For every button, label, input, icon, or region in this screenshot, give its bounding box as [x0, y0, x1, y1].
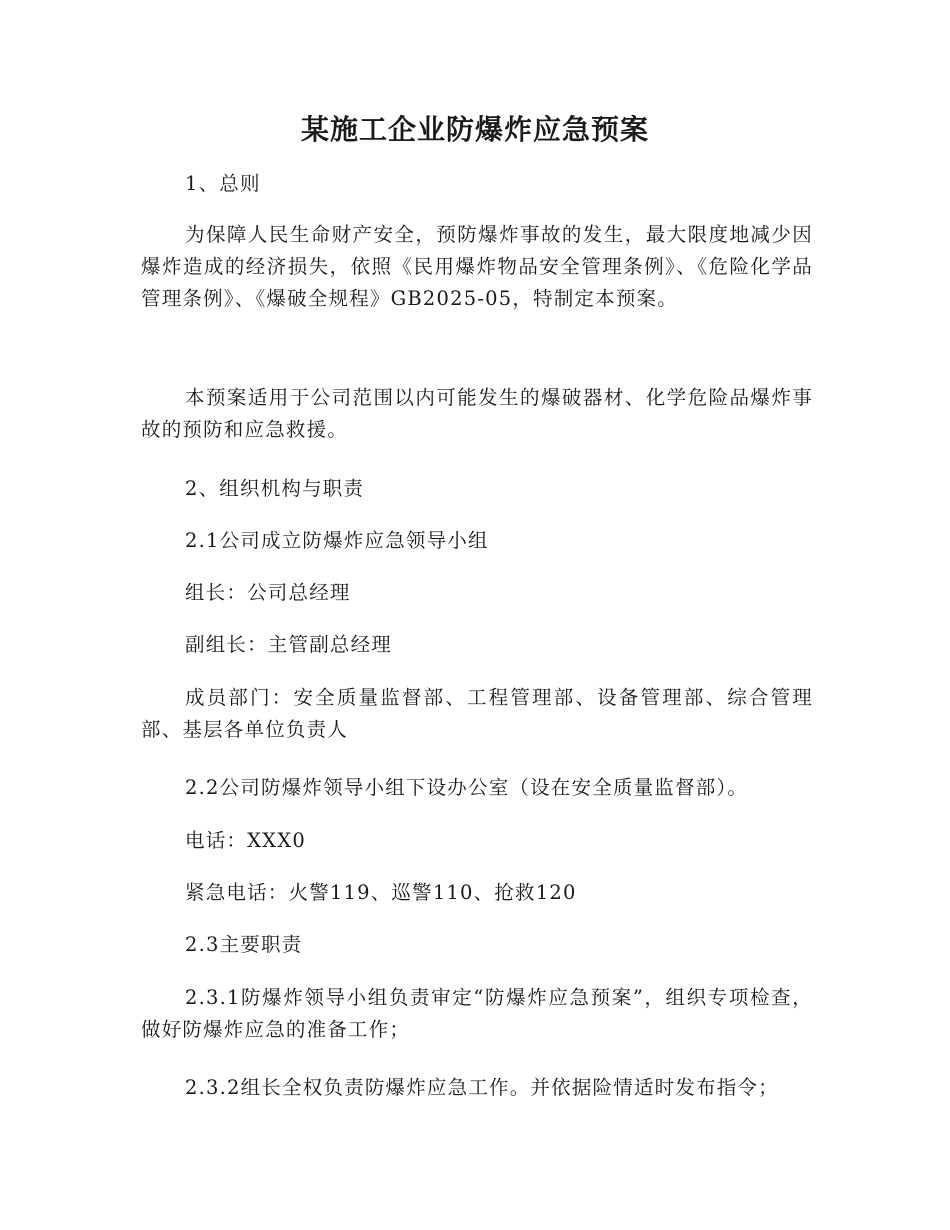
subsection-main-duties: 2.3主要职责: [185, 933, 303, 956]
line-phone: 电话：XXX0: [185, 829, 306, 852]
section-heading-general: 1、总则: [185, 172, 261, 195]
line-deputy-leader: 副组长：主管副总经理: [185, 633, 393, 656]
paragraph-duty-2-3-1: 2.3.1防爆炸领导小组负责审定“防爆炸应急预案”，组织专项检查，做好防爆炸应急的准备工作；: [141, 986, 813, 1041]
document-title: 某施工企业防爆炸应急预案: [300, 113, 649, 146]
line-emergency-phone: 紧急电话：火警119、巡警110、抢救120: [185, 881, 577, 904]
line-group-leader: 组长：公司总经理: [185, 581, 351, 604]
paragraph-duty-2-3-2: 2.3.2组长全权负责防爆炸应急工作。并依据险情适时发布指令；: [185, 1076, 779, 1099]
paragraph-purpose: 为保障人民生命财产安全，预防爆炸事故的发生，最大限度地减少因爆炸造成的经济损失，依照《民用爆炸物品安全管理条例》、《危险化学品管理条例》、《爆破全规程》GB2025-05，特制定本预案。: [141, 223, 813, 310]
subsection-office: 2.2公司防爆炸领导小组下设办公室（设在安全质量监督部）。: [185, 776, 749, 799]
section-heading-organization: 2、组织机构与职责: [185, 477, 365, 500]
subsection-leading-group: 2.1公司成立防爆炸应急领导小组: [185, 529, 489, 552]
paragraph-member-departments: 成员部门：安全质量监督部、工程管理部、设备管理部、综合管理部、基层各单位负责人: [141, 686, 813, 741]
paragraph-scope: 本预案适用于公司范围以内可能发生的爆破器材、化学危险品爆炸事故的预防和应急救援。: [141, 386, 813, 441]
